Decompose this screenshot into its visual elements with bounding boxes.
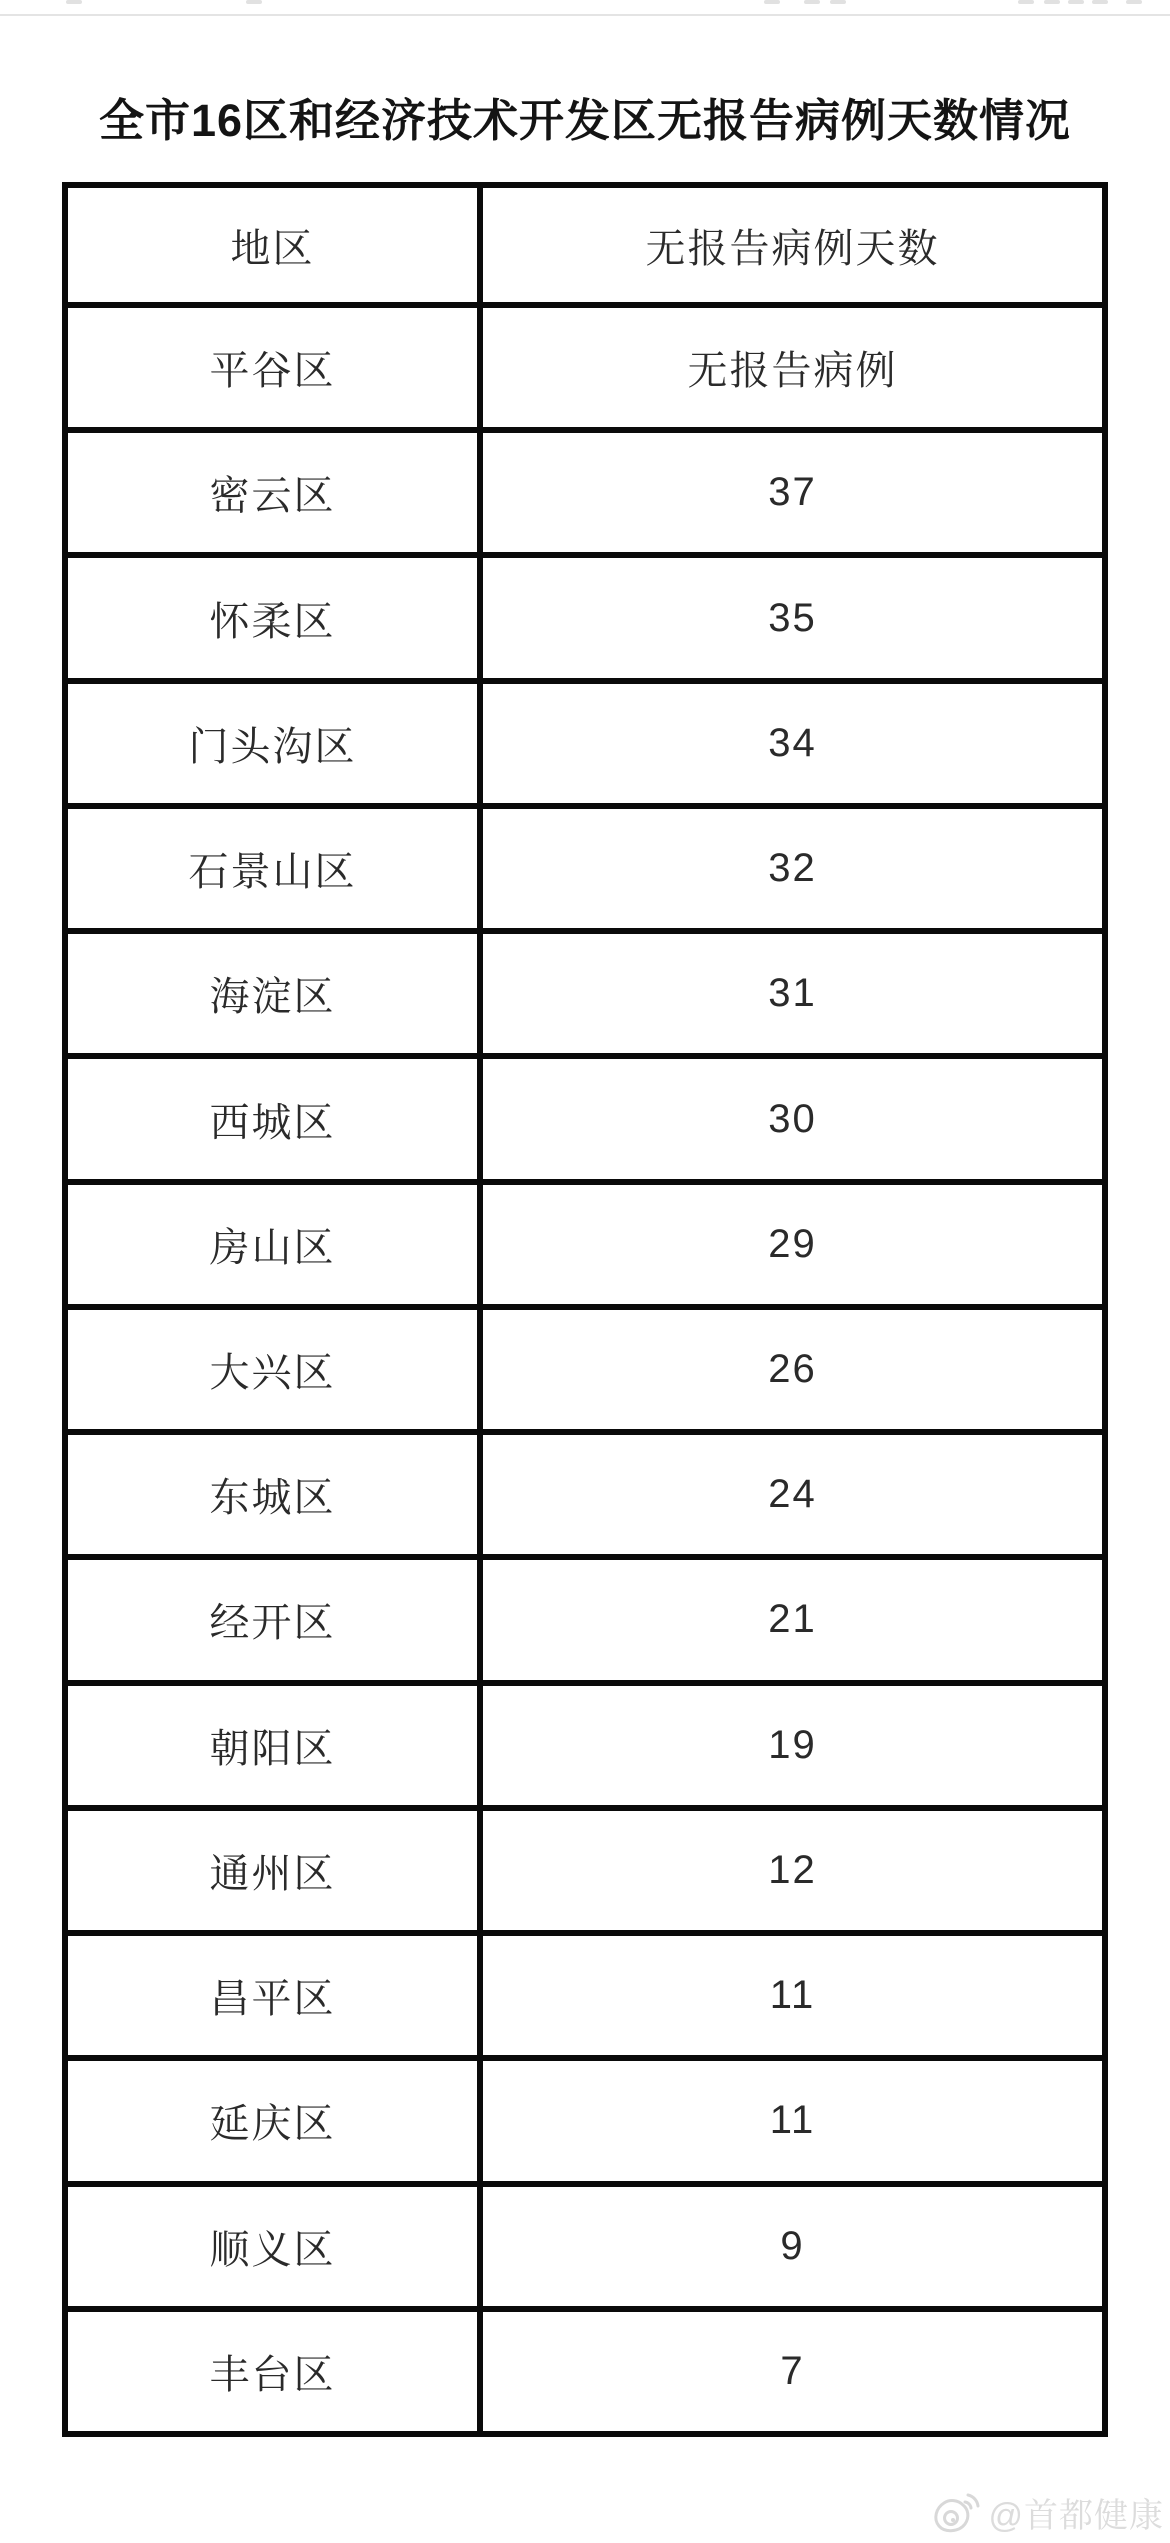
days-cell: 34 (480, 681, 1105, 806)
district-cell: 昌平区 (65, 1933, 480, 2058)
days-cell: 31 (480, 931, 1105, 1056)
district-cell: 石景山区 (65, 806, 480, 931)
days-cell: 11 (480, 2058, 1105, 2183)
days-cell: 11 (480, 1933, 1105, 2058)
district-column-header: 地区 (65, 185, 480, 305)
days-cell: 24 (480, 1432, 1105, 1557)
table-row (65, 1808, 1105, 1933)
days-cell: 21 (480, 1557, 1105, 1682)
table-body (65, 305, 1105, 2434)
district-cell: 大兴区 (65, 1307, 480, 1432)
district-cell: 平谷区 (65, 305, 480, 430)
table-row (65, 555, 1105, 680)
page-title: 全市16区和经济技术开发区无报告病例天数情况 (98, 95, 1072, 146)
table-row (65, 1557, 1105, 1682)
district-cell: 怀柔区 (65, 555, 480, 680)
district-cell: 经开区 (65, 1557, 480, 1682)
table-row (65, 2058, 1105, 2183)
district-cell: 延庆区 (65, 2058, 480, 2183)
district-cell: 顺义区 (65, 2184, 480, 2309)
table-row (65, 1683, 1105, 1808)
district-cell: 朝阳区 (65, 1683, 480, 1808)
watermark-handle: @首都健康 (988, 2497, 1164, 2535)
district-cell: 门头沟区 (65, 681, 480, 806)
days-cell: 29 (480, 1182, 1105, 1307)
table-row (65, 2184, 1105, 2309)
table-row (65, 1432, 1105, 1557)
days-column-header: 无报告病例天数 (480, 185, 1105, 305)
district-cell: 房山区 (65, 1182, 480, 1307)
table-row (65, 1933, 1105, 2058)
table-row (65, 430, 1105, 555)
table-row (65, 1182, 1105, 1307)
table-row (65, 931, 1105, 1056)
table-row (65, 681, 1105, 806)
days-cell: 9 (480, 2184, 1105, 2309)
watermark (930, 2488, 1164, 2537)
days-cell: 7 (480, 2309, 1105, 2434)
days-cell: 26 (480, 1307, 1105, 1432)
table-row (65, 305, 1105, 430)
table-header-row (65, 185, 1105, 305)
district-cell: 海淀区 (65, 931, 480, 1056)
status-bar-remnants (0, 0, 1170, 6)
days-cell: 19 (480, 1683, 1105, 1808)
table-row (65, 806, 1105, 931)
no-case-days-table (62, 182, 1108, 2437)
days-cell: 30 (480, 1056, 1105, 1181)
table-row (65, 2309, 1105, 2434)
days-cell: 无报告病例 (480, 305, 1105, 430)
district-cell: 通州区 (65, 1808, 480, 1933)
district-cell: 密云区 (65, 430, 480, 555)
district-cell: 西城区 (65, 1056, 480, 1181)
days-cell: 12 (480, 1808, 1105, 1933)
weibo-icon (930, 2491, 982, 2535)
days-cell: 32 (480, 806, 1105, 931)
top-divider (0, 14, 1170, 16)
days-cell: 37 (480, 430, 1105, 555)
district-cell: 东城区 (65, 1432, 480, 1557)
table-row (65, 1056, 1105, 1181)
days-cell: 35 (480, 555, 1105, 680)
table-row (65, 1307, 1105, 1432)
district-cell: 丰台区 (65, 2309, 480, 2434)
